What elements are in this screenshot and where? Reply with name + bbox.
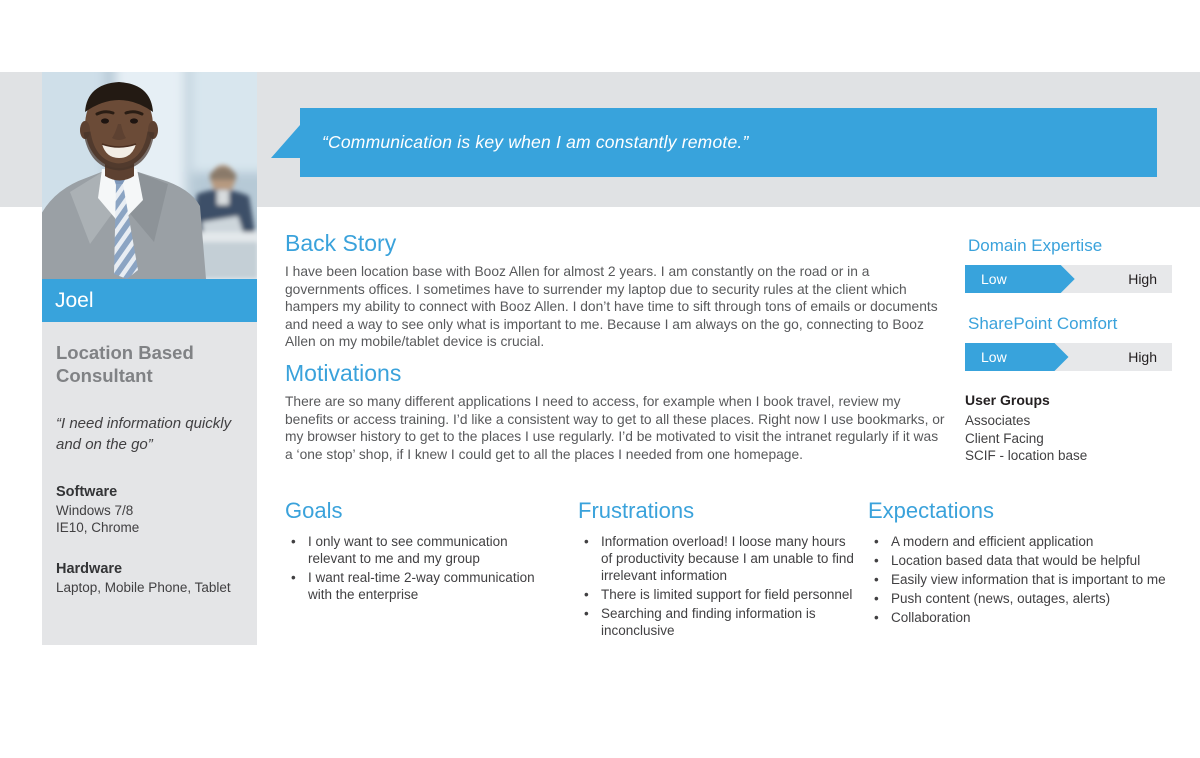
user-group-item: SCIF - location base xyxy=(965,448,1088,464)
domain-expertise-high-label: High xyxy=(1128,271,1157,287)
sharepoint-comfort-title: SharePoint Comfort xyxy=(968,314,1118,333)
expectations-item: • Location based data that would be helpful xyxy=(868,552,1184,569)
software-block xyxy=(56,484,243,537)
frustrations-list xyxy=(578,533,856,639)
persona-photo xyxy=(42,72,257,279)
back-story-section xyxy=(285,230,945,351)
user-groups-block xyxy=(965,392,1172,465)
user-group-item: Associates xyxy=(965,413,1031,428)
hardware-label: Hardware xyxy=(56,560,123,577)
skills-rail xyxy=(965,236,1172,465)
persona-name-bar xyxy=(42,279,257,322)
expectations-item: • Collaboration xyxy=(868,609,1184,626)
motivations-title: Motivations xyxy=(285,360,402,386)
expectations-item: • A modern and efficient application xyxy=(868,533,1184,550)
sharepoint-comfort-low-label: Low xyxy=(981,349,1007,365)
frustrations-title: Frustrations xyxy=(578,498,695,523)
persona-personal-quote: “I need information quickly and on the go” xyxy=(56,415,232,454)
expectations-item: • Push content (news, outages, alerts) xyxy=(868,590,1184,607)
motivations-body: There are so many different applications I need to access, for example when I book travel, review my benefits or access training. I’d like a consistent way to get to all these places. Right now I use bookmarks, or my browser history to get to the places I use regularly. I’d be motivated to visit the intranet regularly if it was a ‘one stop’ shop, if I knew I could get to all the places I needed from one homepage. xyxy=(285,394,945,462)
persona-name: Joel xyxy=(55,288,94,312)
frustrations-section xyxy=(578,498,856,641)
software-item: IE10, Chrome xyxy=(56,520,140,536)
frustrations-item: • Information overload! I loose many hours of productivity because I am unable to find irrelevant information xyxy=(578,533,856,584)
expectations-title: Expectations xyxy=(868,498,994,523)
persona-photo-illustration xyxy=(42,72,257,279)
domain-expertise-low-label: Low xyxy=(981,271,1007,287)
back-story-title: Back Story xyxy=(285,230,397,256)
back-story-body: I have been location base with Booz Allen for almost 2 years. I am constantly on the road or in a governments offices. I sometimes have to surrender my laptop due to security rules at the client which hampers my ability to connect with Booz Allen. I don’t have time to sift through tons of emails or documents and need a way to see only what is important to me. Because I am always on the go, connecting to Booz Allen on my mobile/tablet device is crucial. xyxy=(285,264,938,350)
expectations-list xyxy=(868,533,1184,626)
hardware-block xyxy=(56,561,243,597)
sharepoint-comfort-meter xyxy=(965,343,1172,371)
goals-section xyxy=(285,498,559,605)
goals-item: • I want real-time 2-way communication with the enterprise xyxy=(285,569,559,603)
user-groups-list xyxy=(965,412,1172,465)
frustrations-item: • Searching and finding information is inconclusive xyxy=(578,605,856,639)
user-group-item: Client Facing xyxy=(965,430,1044,446)
goals-item: • I only want to see communication relevant to me and my group xyxy=(285,533,559,567)
sharepoint-comfort-high-label: High xyxy=(1128,349,1157,365)
domain-expertise-title: Domain Expertise xyxy=(968,236,1103,255)
profile-sidebar xyxy=(42,322,257,645)
frustrations-item: • There is limited support for field personnel xyxy=(578,586,856,603)
goals-list xyxy=(285,533,559,603)
software-label: Software xyxy=(56,483,118,500)
expectations-item: • Easily view information that is important to me xyxy=(868,571,1184,588)
motivations-section xyxy=(285,360,945,463)
user-groups-title: User Groups xyxy=(965,392,1050,408)
software-list xyxy=(56,502,243,537)
hardware-list xyxy=(56,579,243,597)
goals-title: Goals xyxy=(285,498,343,523)
domain-expertise-meter xyxy=(965,265,1172,293)
software-item: Windows 7/8 xyxy=(56,502,134,518)
quote-banner xyxy=(300,108,1157,177)
persona-role: Location Based Consultant xyxy=(56,342,194,386)
expectations-section xyxy=(868,498,1184,628)
banner-quote-text: “Communication is key when I am constantly remote.” xyxy=(322,132,749,152)
hardware-item: Laptop, Mobile Phone, Tablet xyxy=(56,579,231,595)
